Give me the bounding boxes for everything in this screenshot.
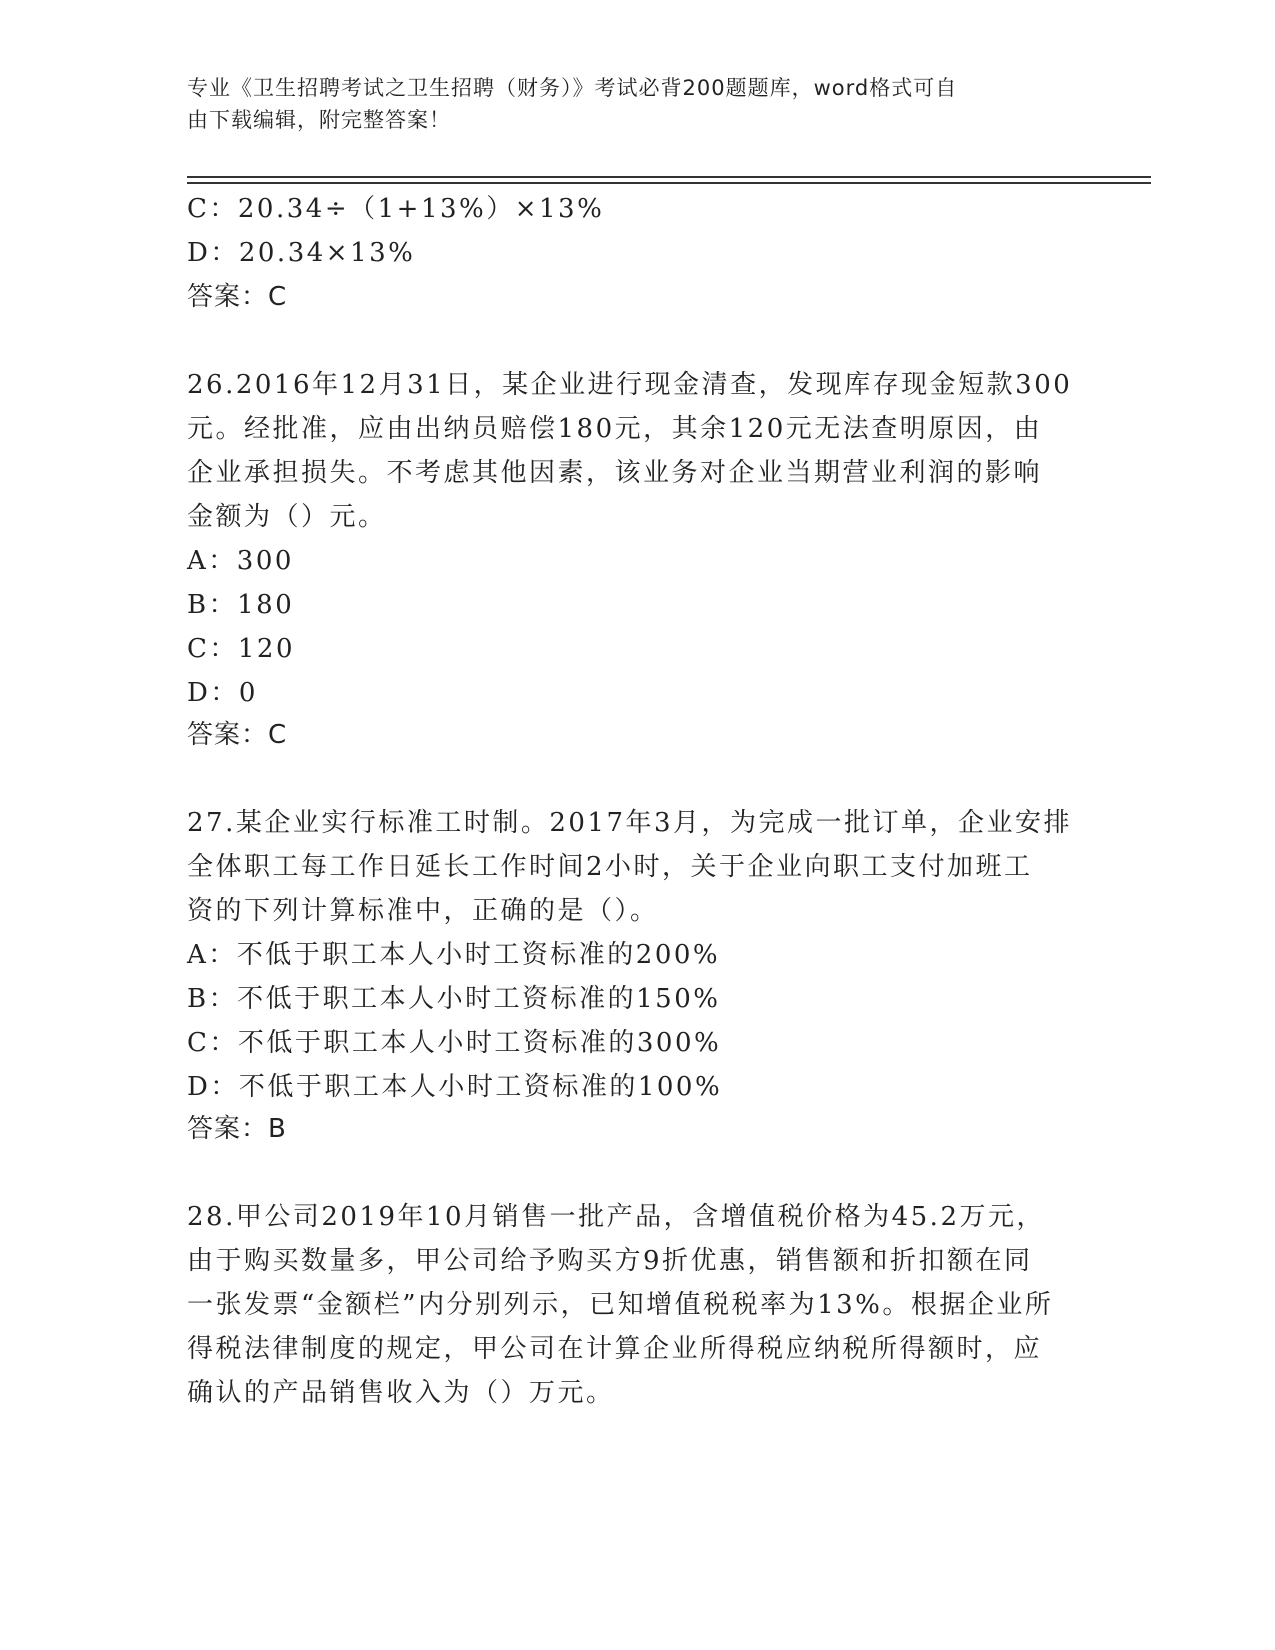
q27-text-line-3: 资的下列计算标准中，正确的是（）。 <box>187 896 659 926</box>
q26-option-d: D：0 <box>187 678 258 708</box>
q26-option-c: C：120 <box>187 634 296 664</box>
header-rule-top <box>187 176 1151 178</box>
q27-text-line-1: 27.某企业实行标准工时制。2017年3月，为完成一批订单，企业安排 <box>187 808 1073 838</box>
q26-text-line-4: 金额为（）元。 <box>187 502 387 532</box>
q28-text-line-5: 确认的产品销售收入为（）万元。 <box>187 1378 615 1408</box>
page-header <box>187 72 1077 136</box>
header-line-2: 由下载编辑，附完整答案！ <box>187 108 451 132</box>
q26-answer: 答案：C <box>187 720 288 750</box>
header-rule-bottom <box>187 182 1151 184</box>
q28-text-line-1: 28.甲公司2019年10月销售一批产品，含增值税价格为45.2万元， <box>187 1202 1045 1232</box>
q27-answer: 答案：B <box>187 1114 287 1144</box>
q28-text-line-2: 由于购买数量多，甲公司给予购买方9折优惠，销售额和折扣额在同 <box>187 1246 1033 1276</box>
q27-text-line-2: 全体职工每工作日延长工作时间2小时，关于企业向职工支付加班工 <box>187 852 1033 882</box>
q26-text-line-1: 26.2016年12月31日，某企业进行现金清查，发现库存现金短款300 <box>187 370 1073 400</box>
q27-option-d: D：不低于职工本人小时工资标准的100% <box>187 1072 723 1102</box>
header-line-1: 专业《卫生招聘考试之卫生招聘（财务）》考试必背200题题库，word格式可自 <box>187 76 958 100</box>
q26-text-line-2: 元。经批准，应由出纳员赔偿180元，其余120元无法查明原因，由 <box>187 414 1043 444</box>
q28-text-line-4: 得税法律制度的规定，甲公司在计算企业所得税应纳税所得额时，应 <box>187 1334 1043 1364</box>
q26-option-b: B：180 <box>187 590 295 620</box>
q28-text-line-3: 一张发票“金额栏”内分别列示，已知增值税税率为13%。根据企业所 <box>187 1290 1054 1320</box>
q27-option-b: B：不低于职工本人小时工资标准的150% <box>187 984 721 1014</box>
q26-text-line-3: 企业承担损失。不考虑其他因素，该业务对企业当期营业利润的影响 <box>187 458 1043 488</box>
q26-option-a: A：300 <box>187 546 294 576</box>
q27-option-c: C：不低于职工本人小时工资标准的300% <box>187 1028 722 1058</box>
q25-answer: 答案：C <box>187 282 288 312</box>
q25-option-c: C：20.34÷（1+13%）×13% <box>187 194 605 224</box>
q25-option-d: D：20.34×13% <box>187 238 416 268</box>
q27-option-a: A：不低于职工本人小时工资标准的200% <box>187 940 721 970</box>
